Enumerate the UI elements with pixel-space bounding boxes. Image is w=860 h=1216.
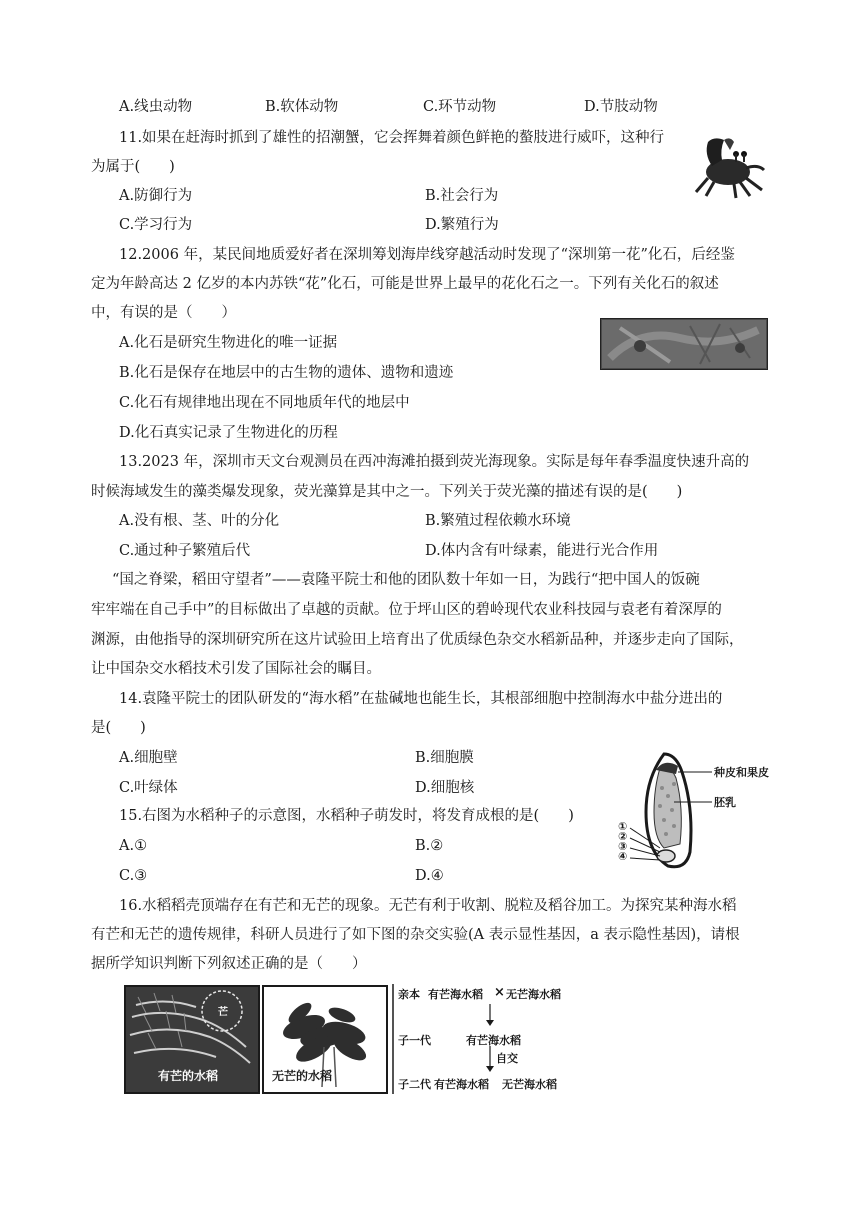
endosperm-label: 胚乳	[714, 796, 736, 809]
q15-option-b: B.②	[415, 838, 444, 854]
parent-awned: 有芒海水稻	[428, 988, 483, 1001]
q14-option-b: B.细胞膜	[415, 750, 474, 766]
q11-option-c: C.学习行为	[119, 217, 193, 233]
passage-line-4: 让中国杂交水稻技术引发了国际社会的瞩目。	[91, 661, 381, 677]
q13-stem-line-1: 13.2023 年，深圳市天文台观测员在西冲海滩拍摄到荧光海现象。实际是每年春季温度快速升高的	[119, 454, 750, 470]
q14-option-a: A.细胞壁	[119, 750, 178, 766]
seed-marker-2: ②	[618, 830, 628, 843]
q10-option-d: D.节肢动物	[584, 99, 658, 115]
q15-option-a: A.①	[119, 838, 148, 854]
q11-option-b: B.社会行为	[425, 188, 499, 204]
q15-option-c: C.③	[119, 868, 148, 884]
fiddler-crab-image	[690, 132, 772, 200]
cross-symbol: ×	[494, 985, 505, 1000]
f2-generation-label: 子二代	[398, 1078, 431, 1091]
q11-option-a: A.防御行为	[119, 188, 193, 204]
q13-option-c: C.通过种子繁殖后代	[119, 543, 251, 559]
cross-experiment-diagram	[390, 984, 580, 1094]
awnless-rice-caption: 无芒的水稻	[272, 1069, 333, 1083]
fossil-image	[600, 318, 768, 370]
f2-awnless: 无芒海水稻	[502, 1078, 557, 1091]
q11-option-d: D.繁殖行为	[425, 217, 499, 233]
q13-stem-line-2: 时候海域发生的藻类爆发现象，荧光藻算是其中之一。下列关于荧光藻的描述有误的是( )	[91, 484, 683, 500]
f1-generation-label: 子一代	[398, 1034, 431, 1047]
q13-option-d: D.体内含有叶绿素，能进行光合作用	[425, 543, 659, 559]
q12-option-a: A.化石是研究生物进化的唯一证据	[119, 335, 338, 351]
f2-awned: 有芒海水稻	[434, 1078, 489, 1091]
q16-stem-line-1: 16.水稻稻壳顶端存在有芒和无芒的现象。无芒有利于收割、脱粒及稻谷加工。为探究某种海水稻	[119, 898, 737, 914]
q14-stem-line-2: 是( )	[91, 720, 146, 736]
q11-stem-line-2: 为属于( )	[91, 159, 175, 175]
q13-option-b: B.繁殖过程依赖水环境	[425, 513, 571, 529]
passage-line-3: 渊源，由他指导的深圳研究所在这片试验田上培育出了优质绿色杂交水稻新品种，并逐步走向了国际，	[91, 632, 744, 648]
parent-generation-label: 亲本	[398, 988, 420, 1001]
q10-option-c: C.环节动物	[423, 99, 497, 115]
awn-label: 芒	[218, 1007, 228, 1018]
parent-awnless: 无芒海水稻	[506, 988, 561, 1001]
awned-rice-photo	[124, 985, 260, 1094]
q14-option-d: D.细胞核	[415, 780, 475, 796]
seed-marker-1: ①	[618, 820, 628, 833]
seed-marker-4: ④	[618, 850, 628, 863]
q12-option-b: B.化石是保存在地层中的古生物的遗体、遗物和遗迹	[119, 365, 454, 381]
q10-option-b: B.软体动物	[265, 99, 339, 115]
q12-option-c: C.化石有规律地出现在不同地质年代的地层中	[119, 395, 410, 411]
seed-coat-label: 种皮和果皮	[714, 766, 769, 779]
q12-stem-line-2: 定为年龄高达 2 亿岁的本内苏铁“花”化石，可能是世界上最早的花化石之一。下列有关化石的叙述	[91, 276, 719, 292]
selfing-label: 自交	[496, 1052, 518, 1065]
q16-stem-line-2: 有芒和无芒的遗传规律，科研人员进行了如下图的杂交实验(A 表示显性基因，a 表示隐性基因)，请根	[91, 927, 740, 943]
awnless-rice-photo	[262, 985, 388, 1094]
q12-stem-line-3: 中，有误的是（ ）	[91, 305, 236, 321]
q12-stem-line-1: 12.2006 年，某民间地质爱好者在深圳筹划海岸线穿越活动时发现了“深圳第一花”化石，后经鉴	[119, 247, 735, 263]
passage-line-2: 牢牢端在自己手中”的目标做出了卓越的贡献。位于坪山区的碧岭现代农业科技园与袁老有着深厚的	[91, 602, 722, 618]
passage-line-1: “国之脊梁，稻田守望者”——袁隆平院士和他的团队数十年如一日，为践行“把中国人的饭碗	[112, 572, 700, 588]
seed-marker-3: ③	[618, 840, 628, 853]
q12-option-d: D.化石真实记录了生物进化的历程	[119, 425, 338, 441]
q11-stem-line-1: 11.如果在赶海时抓到了雄性的招潮蟹，它会挥舞着颜色鲜艳的螯肢进行威吓，这种行	[119, 130, 665, 146]
q16-stem-line-3: 据所学知识判断下列叙述正确的是（ ）	[91, 956, 367, 972]
q13-option-a: A.没有根、茎、叶的分化	[119, 513, 280, 529]
awned-rice-caption: 有芒的水稻	[158, 1069, 219, 1083]
q15-stem: 15.右图为水稻种子的示意图，水稻种子萌发时，将发育成根的是( )	[119, 808, 574, 824]
rice-seed-diagram	[616, 748, 786, 872]
q10-option-a: A.线虫动物	[119, 99, 193, 115]
q14-option-c: C.叶绿体	[119, 780, 178, 796]
f1-awned: 有芒海水稻	[466, 1034, 521, 1047]
q15-option-d: D.④	[415, 868, 444, 884]
q14-stem-line-1: 14.袁隆平院士的团队研发的“海水稻”在盐碱地也能生长，其根部细胞中控制海水中盐分进出的	[119, 691, 723, 707]
